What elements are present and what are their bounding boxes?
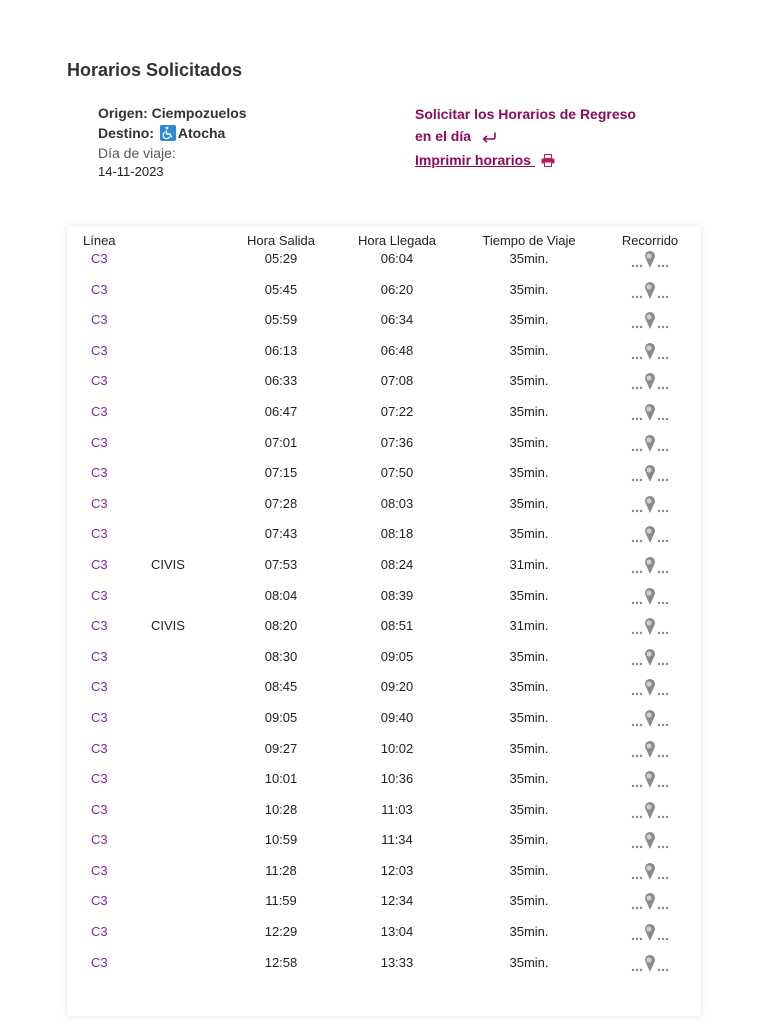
cell-tiempo-viaje: 31min.: [509, 556, 549, 572]
cell-tiempo-viaje: 35min.: [509, 679, 549, 695]
travel-date-label: Día de viaje:: [98, 145, 176, 161]
cell-tiempo-viaje: 35min.: [509, 434, 549, 450]
print-schedule-link[interactable]: [415, 152, 535, 168]
cell-hora-salida: 07:01: [264, 434, 298, 450]
cell-recorrido: [599, 799, 701, 830]
cell-hora-llegada: 10:36: [380, 771, 414, 787]
cell-tiempo-viaje: 35min.: [509, 648, 549, 664]
cell-hora-salida: 06:33: [264, 373, 298, 389]
cell-hora-llegada: 13:04: [380, 924, 414, 940]
cell-linea[interactable]: C3: [91, 526, 108, 542]
cell-linea[interactable]: C3: [91, 312, 108, 328]
cell-hora-salida: 07:28: [264, 495, 298, 511]
cell-hora-llegada: 07:36: [380, 434, 414, 450]
cell-hora-salida: 07:43: [264, 526, 298, 542]
map-marker-route-icon[interactable]: [630, 802, 670, 820]
cell-tiempo-viaje: 35min.: [509, 465, 549, 481]
cell-hora-llegada: 06:04: [380, 251, 414, 266]
cell-hora-llegada: 08:18: [380, 526, 414, 542]
cell-recorrido: [599, 523, 701, 554]
cell-tipo: [139, 340, 227, 371]
destination-label: Destino:: [98, 125, 154, 141]
table-row: [67, 370, 701, 401]
cell-hora-llegada: 08:03: [380, 495, 414, 511]
cell-recorrido: [599, 829, 701, 860]
table-row: [67, 646, 701, 677]
cell-tiempo-viaje: 35min.: [509, 281, 549, 297]
cell-hora-llegada: 10:02: [380, 740, 414, 756]
header-recorrido: Recorrido: [621, 233, 679, 248]
cell-recorrido: [599, 340, 701, 371]
cell-tiempo-viaje: 35min.: [509, 740, 549, 756]
cell-tiempo-viaje: 35min.: [509, 709, 549, 725]
cell-hora-llegada: 07:50: [380, 465, 414, 481]
map-marker-route-icon[interactable]: [630, 251, 670, 269]
cell-hora-llegada: 13:33: [380, 954, 414, 970]
cell-linea[interactable]: C3: [91, 954, 108, 970]
map-marker-route-icon[interactable]: [630, 832, 670, 850]
cell-tipo: [139, 829, 227, 860]
travel-date-value: 14-11-2023: [98, 164, 164, 179]
table-row: [67, 707, 701, 738]
cell-tiempo-viaje: 35min.: [509, 587, 549, 603]
cell-linea[interactable]: C3: [91, 832, 108, 848]
cell-tipo: [139, 738, 227, 769]
cell-linea[interactable]: C3: [91, 618, 108, 634]
cell-tiempo-viaje: 35min.: [509, 373, 549, 389]
cell-recorrido: [599, 615, 701, 646]
table-header-row: [67, 226, 701, 248]
table-row: [67, 279, 701, 310]
cell-linea[interactable]: C3: [91, 893, 108, 909]
table-row: [67, 462, 701, 493]
cell-hora-salida: 10:59: [264, 832, 298, 848]
cell-hora-salida: 08:20: [264, 618, 298, 634]
cell-hora-salida: 05:45: [264, 281, 298, 297]
cell-tiempo-viaje: 35min.: [509, 832, 549, 848]
cell-linea[interactable]: C3: [91, 556, 108, 572]
cell-tipo: CIVIS: [151, 556, 185, 572]
table-row: [67, 829, 701, 860]
cell-linea[interactable]: C3: [91, 251, 108, 266]
cell-recorrido: [599, 462, 701, 493]
cell-linea[interactable]: C3: [91, 771, 108, 787]
map-marker-route-icon[interactable]: [630, 435, 670, 453]
table-row: [67, 432, 701, 463]
cell-linea[interactable]: C3: [91, 709, 108, 725]
table-row: [67, 890, 701, 921]
cell-hora-llegada: 06:34: [380, 312, 414, 328]
table-row: [67, 248, 701, 279]
map-marker-route-icon[interactable]: [630, 465, 670, 483]
map-marker-route-icon[interactable]: [630, 679, 670, 697]
cell-hora-llegada: 12:34: [380, 893, 414, 909]
cell-hora-llegada: 11:34: [381, 832, 413, 848]
cell-linea[interactable]: C3: [91, 924, 108, 940]
header-tiempo-viaje: Tiempo de Viaje: [482, 233, 576, 248]
cell-hora-salida: 12:29: [264, 924, 298, 940]
cell-tiempo-viaje: 35min.: [509, 924, 549, 940]
cell-recorrido: [599, 860, 701, 891]
map-marker-route-icon[interactable]: [630, 404, 670, 422]
cell-tipo: [139, 370, 227, 401]
cell-tipo: [139, 952, 227, 983]
cell-tiempo-viaje: 35min.: [509, 862, 549, 878]
table-row: [67, 340, 701, 371]
destination-value: Atocha: [177, 125, 226, 141]
schedule-table-card: [67, 226, 701, 1016]
cell-tipo: [139, 707, 227, 738]
cell-hora-llegada: 08:24: [380, 556, 414, 572]
cell-tipo: [139, 799, 227, 830]
cell-hora-salida: 08:04: [264, 587, 298, 603]
table-row: [67, 309, 701, 340]
cell-linea[interactable]: C3: [91, 740, 108, 756]
cell-tipo: [139, 921, 227, 952]
cell-hora-salida: 09:05: [264, 709, 298, 725]
wheelchair-icon: [160, 125, 176, 141]
table-row: [67, 676, 701, 707]
cell-tipo: [139, 248, 227, 279]
table-row: [67, 493, 701, 524]
cell-tipo: [139, 646, 227, 677]
actions: [415, 103, 636, 173]
cell-linea[interactable]: C3: [91, 679, 108, 695]
map-marker-route-icon[interactable]: [630, 741, 670, 759]
cell-tipo: [139, 462, 227, 493]
cell-recorrido: [599, 279, 701, 310]
map-marker-route-icon[interactable]: [630, 312, 670, 330]
cell-hora-salida: 09:27: [264, 740, 298, 756]
map-marker-route-icon[interactable]: [630, 863, 670, 881]
cell-tiempo-viaje: 35min.: [509, 495, 549, 511]
cell-hora-salida: 11:59: [265, 893, 297, 909]
table-row: [67, 585, 701, 616]
header-linea: Línea: [83, 233, 116, 248]
cell-tiempo-viaje: 35min.: [509, 403, 549, 419]
cell-hora-salida: 11:28: [265, 862, 297, 878]
cell-linea[interactable]: C3: [91, 434, 108, 450]
cell-linea[interactable]: C3: [91, 342, 108, 358]
cell-tiempo-viaje: 31min.: [509, 618, 549, 634]
cell-recorrido: [599, 676, 701, 707]
cell-hora-salida: 05:29: [264, 251, 298, 266]
origin-label: Origen:: [98, 105, 148, 121]
cell-hora-llegada: 07:08: [380, 373, 414, 389]
map-marker-route-icon[interactable]: [630, 710, 670, 728]
cell-tipo: [139, 309, 227, 340]
header-tipo: [139, 226, 227, 248]
cell-tipo: [139, 401, 227, 432]
cell-tipo: [139, 523, 227, 554]
cell-recorrido: [599, 585, 701, 616]
destination-row: [98, 123, 247, 143]
cell-tiempo-viaje: 35min.: [509, 771, 549, 787]
cell-hora-salida: 10:28: [264, 801, 298, 817]
cell-recorrido: [599, 646, 701, 677]
cell-hora-salida: 06:47: [264, 403, 298, 419]
cell-tipo: CIVIS: [151, 618, 185, 634]
map-marker-route-icon[interactable]: [630, 924, 670, 942]
map-marker-route-icon[interactable]: [630, 557, 670, 575]
cell-linea[interactable]: C3: [91, 587, 108, 603]
map-marker-route-icon[interactable]: [630, 588, 670, 606]
return-schedule-link[interactable]: [415, 106, 636, 144]
cell-hora-llegada: 08:39: [380, 587, 414, 603]
cell-recorrido: [599, 554, 701, 585]
cell-recorrido: [599, 768, 701, 799]
return-schedule-line1: Solicitar los Horarios de Regreso: [415, 106, 636, 122]
cell-linea[interactable]: C3: [91, 373, 108, 389]
table-row: [67, 768, 701, 799]
cell-tiempo-viaje: 35min.: [509, 893, 549, 909]
cell-linea[interactable]: C3: [91, 801, 108, 817]
cell-recorrido: [599, 309, 701, 340]
cell-hora-llegada: 06:20: [380, 281, 414, 297]
table-row: [67, 523, 701, 554]
cell-recorrido: [599, 248, 701, 279]
cell-recorrido: [599, 921, 701, 952]
table-row: [67, 860, 701, 891]
map-marker-route-icon[interactable]: [630, 373, 670, 391]
cell-tiempo-viaje: 35min.: [509, 801, 549, 817]
map-marker-route-icon[interactable]: [630, 526, 670, 544]
cell-linea[interactable]: C3: [91, 862, 108, 878]
return-schedule-line2: en el día: [415, 128, 472, 144]
cell-tiempo-viaje: 35min.: [509, 954, 549, 970]
header-hora-llegada: Hora Llegada: [357, 233, 437, 248]
cell-recorrido: [599, 952, 701, 983]
cell-recorrido: [599, 707, 701, 738]
print-schedule-label: Imprimir horarios: [415, 152, 531, 168]
map-marker-route-icon[interactable]: [630, 343, 670, 361]
cell-tiempo-viaje: 35min.: [509, 526, 549, 542]
cell-hora-llegada: 06:48: [380, 342, 414, 358]
table-row: [67, 799, 701, 830]
cell-hora-llegada: 09:05: [380, 648, 414, 664]
cell-tipo: [139, 432, 227, 463]
cell-tiempo-viaje: 35min.: [509, 342, 549, 358]
map-marker-route-icon[interactable]: [630, 771, 670, 789]
cell-hora-salida: 07:15: [264, 465, 298, 481]
cell-tipo: [139, 493, 227, 524]
cell-linea[interactable]: C3: [91, 648, 108, 664]
origin-row: [98, 103, 247, 123]
return-arrow-icon: [481, 127, 497, 149]
cell-recorrido: [599, 493, 701, 524]
cell-hora-salida: 06:13: [264, 342, 298, 358]
page-title: Horarios Solicitados: [67, 60, 243, 80]
cell-recorrido: [599, 370, 701, 401]
cell-tiempo-viaje: 35min.: [509, 312, 549, 328]
map-marker-route-icon[interactable]: [630, 618, 670, 636]
cell-linea[interactable]: C3: [91, 281, 108, 297]
map-marker-route-icon[interactable]: [630, 496, 670, 514]
cell-hora-salida: 10:01: [264, 771, 298, 787]
cell-linea[interactable]: C3: [91, 495, 108, 511]
table-row: [67, 554, 701, 585]
cell-recorrido: [599, 432, 701, 463]
table-row: [67, 952, 701, 983]
map-marker-route-icon[interactable]: [630, 955, 670, 973]
cell-tipo: [139, 676, 227, 707]
cell-hora-salida: 08:45: [264, 679, 298, 695]
trip-info: [98, 103, 247, 181]
cell-hora-salida: 12:58: [264, 954, 298, 970]
cell-hora-llegada: 11:03: [381, 801, 413, 817]
map-marker-route-icon[interactable]: [630, 649, 670, 667]
cell-tipo: [139, 585, 227, 616]
cell-hora-salida: 08:30: [264, 648, 298, 664]
map-marker-route-icon[interactable]: [630, 893, 670, 911]
cell-recorrido: [599, 890, 701, 921]
cell-hora-salida: 07:53: [264, 556, 298, 572]
cell-hora-llegada: 09:20: [380, 679, 414, 695]
cell-tipo: [139, 279, 227, 310]
table-row: [67, 921, 701, 952]
cell-hora-llegada: 08:51: [380, 618, 414, 634]
cell-tipo: [139, 890, 227, 921]
cell-linea[interactable]: C3: [91, 403, 108, 419]
schedule-table: [67, 226, 701, 982]
printer-icon[interactable]: [541, 151, 555, 173]
table-row: [67, 738, 701, 769]
cell-hora-llegada: 12:03: [380, 862, 414, 878]
cell-hora-llegada: 07:22: [380, 403, 414, 419]
cell-hora-llegada: 09:40: [380, 709, 414, 725]
cell-tiempo-viaje: 35min.: [509, 251, 549, 266]
cell-linea[interactable]: C3: [91, 465, 108, 481]
cell-tipo: [139, 768, 227, 799]
cell-hora-salida: 05:59: [264, 312, 298, 328]
cell-recorrido: [599, 401, 701, 432]
cell-tipo: [139, 860, 227, 891]
origin-value: Ciempozuelos: [151, 105, 247, 121]
table-row: [67, 615, 701, 646]
cell-recorrido: [599, 738, 701, 769]
map-marker-route-icon[interactable]: [630, 282, 670, 300]
header-hora-salida: Hora Salida: [247, 233, 315, 248]
table-row: [67, 401, 701, 432]
